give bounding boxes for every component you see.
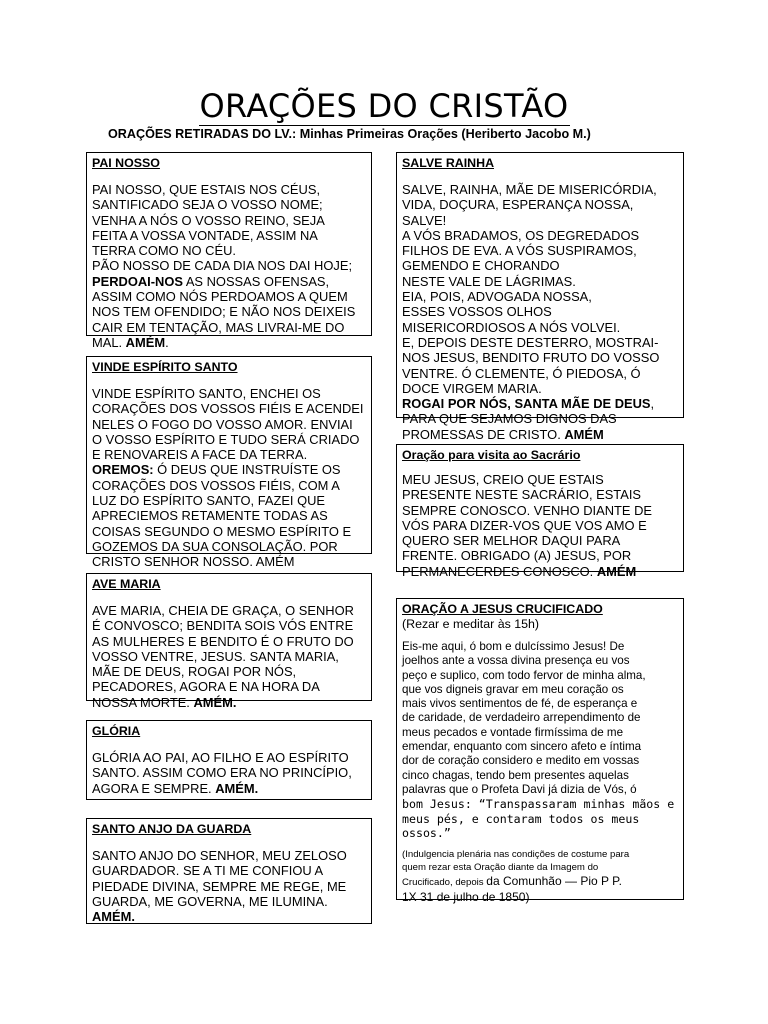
prayer-text: . <box>165 334 169 350</box>
prayer-line: joelhos ante a vossa divina presença eu vos <box>402 654 630 668</box>
bold-text: ROGAI POR NÓS, SANTA MÃE DE DEUS <box>402 396 651 412</box>
prayer-heading: VINDE ESPÍRITO SANTO <box>92 360 238 374</box>
prayer-line <box>402 564 678 579</box>
prayer-line: VOSSO VENTRE, JESUS. SANTA MARIA, <box>92 648 339 664</box>
prayer-line: GOZEMOS DA SUA CONSOLAÇÃO. POR <box>92 538 338 554</box>
prayer-line: LUZ DO ESPÍRITO SANTO, FAZEI QUE <box>92 493 326 509</box>
prayer-line: CORAÇÕES DOS VOSSOS FIÉIS E ACENDEI <box>92 401 364 417</box>
page-subtitle: ORAÇÕES RETIRADAS DO LV.: Minhas Primeiras Orações (Heriberto Jacobo M.) <box>108 127 591 141</box>
prayer-line: COISAS SEGUNDO O MESMO ESPÍRITO E <box>92 523 352 539</box>
indulgence-text: da Comunhão — Pio P P. <box>486 874 622 889</box>
prayer-line: CORAÇÕES DOS VOSSOS FIÉIS, COM A <box>92 477 340 493</box>
prayer-line: CAIR EM TENTAÇÃO, MAS LIVRAI-ME DO <box>92 319 345 335</box>
indulgence-note: 1X 31 de julho de 1850) <box>402 889 530 904</box>
prayer-line: VÓS PARA DIZER-VOS QUE VOS AMO E <box>402 517 647 533</box>
prayer-line: que vos digneis gravar em meu coração os <box>402 682 624 696</box>
prayer-line: O VOSSO ESPÍRITO E TUDO SERÁ CRIADO <box>92 431 360 447</box>
prayer-line: SALVE, RAINHA, MÃE DE MISERICÓRDIA, <box>402 182 657 197</box>
prayer-line: E, DEPOIS DESTE DESTERRO, MOSTRAI- <box>402 334 659 350</box>
prayer-text: PERMANECERDES CONOSCO. <box>402 563 597 579</box>
prayer-line: mais vivos sentimentos de fé, de esperança e <box>402 697 638 711</box>
bold-text: OREMOS: <box>92 462 154 478</box>
prayer-box-ave-maria <box>86 573 372 710</box>
prayer-heading: Oração para visita ao Sacrário <box>402 448 581 462</box>
prayer-line: NESTE VALE DE LÁGRIMAS. <box>402 273 576 289</box>
prayer-line: PAI NOSSO, QUE ESTAIS NOS CÉUS, <box>92 182 321 197</box>
prayer-line: NELES O FOGO DO VOSSO AMOR. ENVIAI <box>92 416 353 432</box>
prayer-heading: GLÓRIA <box>92 724 141 738</box>
prayer-text: , <box>650 396 655 412</box>
prayer-text: MAL. <box>92 334 126 350</box>
prayer-line: SALVE! <box>402 212 447 228</box>
prayer-line: peço e suplico, com todo fervor de minha alma, <box>402 668 646 682</box>
prayer-line <box>92 695 366 710</box>
prayer-line: ESSES VOSSOS OLHOS <box>402 304 552 320</box>
prayer-line: dor de coração considero e medito em vossas <box>402 754 640 768</box>
prayer-line: SANTIFICADO SEJA O VOSSO NOME; <box>92 197 323 213</box>
prayer-line: MISERICORDIOSOS A NÓS VOLVEI. <box>402 319 621 335</box>
page-title: ORAÇÕES DO CRISTÃO <box>199 87 569 125</box>
prayer-box-salve-rainha <box>396 152 684 442</box>
prayer-line: CRISTO SENHOR NOSSO. AMÉM <box>92 554 295 570</box>
prayer-line: ASSIM COMO NÓS PERDOAMOS A QUEM <box>92 289 348 305</box>
prayer-line <box>92 274 366 289</box>
prayer-box-gloria <box>86 720 372 800</box>
prayer-text: AS NOSSAS OFENSAS, <box>182 273 330 289</box>
prayer-line: FRENTE. OBRIGADO (A) JESUS, POR <box>402 548 632 564</box>
prayer-line: TERRA COMO NO CÉU. <box>92 243 236 259</box>
prayer-line: cinco chagas, tendo bem presentes aquelas <box>402 768 629 782</box>
amen-text: AMÉM <box>564 426 604 442</box>
prayer-line: NOS TEM OFENDIDO; E NÃO NOS DEIXEIS <box>92 304 356 320</box>
amen-text: AMÉM. <box>193 694 237 710</box>
prayer-heading: PAI NOSSO <box>92 156 160 170</box>
prayer-heading: SANTO ANJO DA GUARDA <box>92 822 252 836</box>
prayer-line: NOS JESUS, BENDITO FRUTO DO VOSSO <box>402 350 660 366</box>
prayer-text: Ó DEUS QUE INSTRUÍSTE OS <box>153 462 341 478</box>
amen-text: AMÉM. <box>215 780 259 796</box>
prayer-line: PIEDADE DIVINA, SEMPRE ME REGE, ME <box>92 878 347 894</box>
indulgence-note: quem rezar esta Oração diante da Imagem do <box>402 861 599 873</box>
prayer-line <box>92 462 366 477</box>
prayer-line <box>92 781 366 796</box>
prayer-line: AS MULHERES E BENDITO É O FRUTO DO <box>92 633 354 649</box>
prayer-line: MEU JESUS, CREIO QUE ESTAIS <box>402 472 604 487</box>
prayer-line: VIDA, DOÇURA, ESPERANÇA NOSSA, <box>402 197 634 213</box>
indulgence-text: Crucificado, depois <box>402 877 487 889</box>
prayer-line: E RENOVAREIS A FACE DA TERRA. <box>92 447 308 463</box>
prayer-line: GUARDA, ME GOVERNA, ME ILUMINA. <box>92 893 328 909</box>
amen-text: AMÉM <box>596 563 637 579</box>
prayer-line: Eis-me aqui, ó bom e dulcíssimo Jesus! De <box>402 640 625 653</box>
prayer-line: MÃE DE DEUS, ROGAI POR NÓS, <box>92 664 297 680</box>
prayer-line: PRESENTE NESTE SACRÁRIO, ESTAIS <box>402 487 642 503</box>
prayer-text: AGORA E SEMPRE. <box>92 780 216 796</box>
prayer-line: DOCE VIRGEM MARIA. <box>402 380 542 396</box>
prayer-text: PROMESSAS DE CRISTO. <box>402 426 565 442</box>
prayer-heading: ORAÇÃO A JESUS CRUCIFICADO <box>402 602 603 616</box>
prayer-line: VENHA A NÓS O VOSSO REINO, SEJA <box>92 212 325 228</box>
prayer-line: bom Jesus: “Transpassaram minhas mãos e <box>402 797 675 812</box>
amen-text: AMÉM. <box>92 909 135 925</box>
prayer-subheading: (Rezar e meditar às 15h) <box>402 617 540 631</box>
prayer-line: VINDE ESPÍRITO SANTO, ENCHEI OS <box>92 386 321 401</box>
prayer-line: emendar, enquanto com sincero afeto e íntima <box>402 740 642 754</box>
prayer-heading: SALVE RAINHA <box>402 156 495 170</box>
prayer-line <box>402 427 678 442</box>
prayer-line <box>92 335 366 350</box>
prayer-line: EIA, POIS, ADVOGADA NOSSA, <box>402 289 592 305</box>
prayer-line: GEMENDO E CHORANDO <box>402 258 560 274</box>
prayer-line: GLÓRIA AO PAI, AO FILHO E AO ESPÍRITO <box>92 750 349 765</box>
prayer-line: palavras que o Profeta Davi já dizia de Vós, ó <box>402 782 637 796</box>
prayer-text: NOSSA MORTE. <box>92 694 194 710</box>
indulgence-note: (Indulgencia plenária nas condições de costume para <box>402 849 630 861</box>
prayer-line: GUARDADOR. SE A TI ME CONFIOU A <box>92 863 324 879</box>
prayer-box-pai-nosso <box>86 152 372 350</box>
prayer-line: QUERO SER MELHOR DAQUI PARA <box>402 533 621 549</box>
bold-text: PERDOAI-NOS <box>92 273 183 289</box>
prayer-box-santo-anjo <box>86 818 372 924</box>
prayer-box-sacrario <box>396 444 684 579</box>
prayer-line: AVE MARIA, CHEIA DE GRAÇA, O SENHOR <box>92 603 354 618</box>
prayer-line: FILHOS DE EVA. A VÓS SUSPIRAMOS, <box>402 243 637 259</box>
prayer-line: SANTO ANJO DO SENHOR, MEU ZELOSO <box>92 848 347 863</box>
prayer-line: SEMPRE CONOSCO. VENHO DIANTE DE <box>402 502 652 518</box>
prayer-line: PARA QUE SEJAMOS DIGNOS DAS <box>402 411 617 427</box>
prayer-line: É CONVOSCO; BENDITA SOIS VÓS ENTRE <box>92 618 354 634</box>
prayer-line: VENTRE. Ó CLEMENTE, Ó PIEDOSA, Ó <box>402 365 641 381</box>
prayer-line: FEITA A VOSSA VONTADE, ASSIM NA <box>92 227 318 243</box>
prayer-heading: AVE MARIA <box>92 577 161 591</box>
prayer-box-jesus-crucificado <box>396 598 684 904</box>
prayer-line: de caridade, de verdadeiro arrependimento de <box>402 711 641 725</box>
amen-text: AMÉM <box>125 334 166 350</box>
prayer-line <box>402 396 678 411</box>
prayer-line: A VÓS BRADAMOS, OS DEGREDADOS <box>402 227 640 243</box>
prayer-line: meus pecados e vontade firmíssima de me <box>402 725 624 739</box>
prayer-line: SANTO. ASSIM COMO ERA NO PRINCÍPIO, <box>92 765 352 781</box>
indulgence-note <box>402 874 678 890</box>
prayer-line: meus pés, e contaram todos os meus ossos.” <box>402 811 640 840</box>
prayer-box-vinde-espirito-santo <box>86 356 372 570</box>
prayer-line: APRECIEMOS RETAMENTE TODAS AS <box>92 508 328 524</box>
prayer-line: PÃO NOSSO DE CADA DIA NOS DAI HOJE; <box>92 258 353 274</box>
prayer-line: PECADORES, AGORA E NA HORA DA <box>92 679 320 695</box>
